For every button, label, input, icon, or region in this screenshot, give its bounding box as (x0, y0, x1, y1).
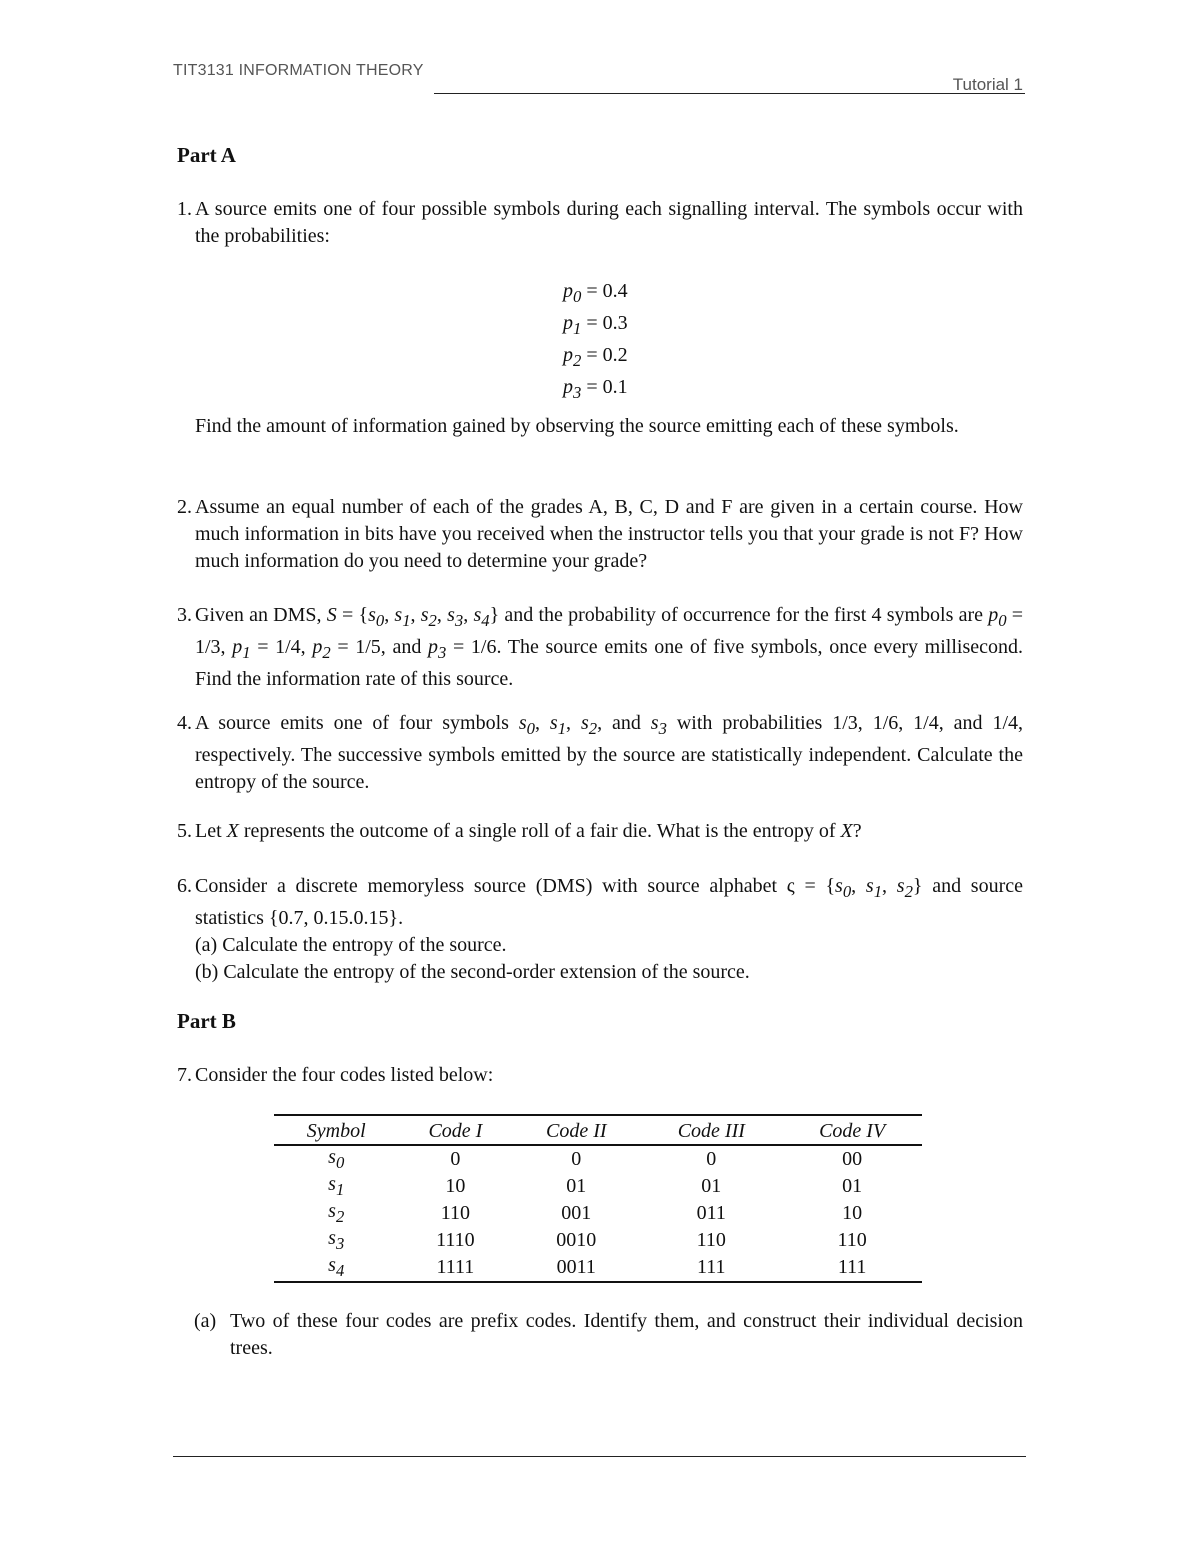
question-7a-text: Two of these four codes are prefix codes. Identify them, and construct their individual decision trees. (230, 1310, 1023, 1359)
code-cell: 1111 (398, 1254, 512, 1282)
question-number: 2. (177, 496, 192, 518)
probability-list (563, 278, 628, 406)
question-1-intro: A source emits one of four possible symbols during each signalling interval. The symbols occur with the probabilities: (195, 198, 1023, 247)
codes-table (274, 1114, 922, 1283)
question-7-text: Consider the four codes listed below: (195, 1064, 494, 1086)
question-number: 7. (177, 1064, 192, 1086)
symbol-cell: $s_4$ (274, 1254, 398, 1282)
table-row (274, 1227, 922, 1254)
question-6a: (a) Calculate the entropy of the source. (195, 934, 507, 956)
code-cell: 01 (701, 1175, 722, 1197)
code-cell: 001 (561, 1202, 592, 1224)
question-7a-label: (a) (194, 1310, 217, 1332)
code-cell: 01 (566, 1175, 587, 1197)
question-number: 1. (177, 198, 192, 220)
table-row (274, 1173, 922, 1200)
question-1 (177, 196, 1023, 250)
course-title: TIT3131 INFORMATION THEORY (173, 62, 424, 79)
code-cell: 00 (842, 1148, 863, 1170)
question-5-text: Let X represents the outcome of a single roll of a fair die. What is the entropy of X? (195, 820, 862, 842)
question-3-text: Given an DMS, $S = \{s_0$, $s_1$, $s_2$, $s_3$, $s_4$} and the probability of occurrence for the first 4 symbols are $p_0 = 1/3$, $p_1 = 1/4$, $p_2 = 1/5$, and $p_3 = 1/6$. The source emits one of five symbols, once every millisecond. Find the information rate of this source. (195, 604, 1024, 690)
code-cell: 10 (842, 1202, 863, 1224)
code-cell: 0011 (512, 1254, 640, 1282)
question-4-text: A source emits one of four symbols $s_0$, $s_1$, $s_2$, and $s_3$ with probabilities 1/3, 1/6, 1/4, and 1/4, respectively. The successive symbols emitted by the source are statistically independent. Calculate the entropy of the source. (195, 712, 1024, 793)
probability-p1: $p_1 = 0.3$ (563, 312, 628, 338)
question-6 (177, 873, 1023, 986)
tutorial-label: Tutorial 1 (952, 75, 1023, 94)
probability-p0: $p_0 = 0.4$ (563, 280, 628, 306)
question-number: 5. (177, 820, 192, 842)
question-number: 6. (177, 875, 192, 897)
question-5 (177, 818, 1023, 845)
code-cell: 110 (440, 1202, 471, 1224)
probability-p3: $p_3 = 0.1$ (563, 376, 628, 402)
code-cell: 011 (696, 1202, 726, 1224)
question-7 (177, 1062, 1023, 1089)
question-2 (177, 494, 1023, 575)
code-cell: 0 (571, 1148, 582, 1170)
column-header: Code I (398, 1115, 512, 1145)
probability-p2: $p_2 = 0.2$ (563, 344, 628, 370)
symbol-cell: $s_2$ (328, 1200, 345, 1226)
question-2-text: Assume an equal number of each of the grades A, B, C, D and F are given in a certain course. How much information in bits have you received when the instructor tells you that your grade is not F? How much information do you need to determine your grade? (195, 496, 1023, 572)
table-header-row (274, 1115, 922, 1145)
code-cell: 0 (450, 1148, 461, 1170)
header-rule (434, 93, 1025, 94)
question-6-text: Consider a discrete memoryless source (DMS) with source alphabet $\varsigma = \{s_0$, $s_1$, $s_2$} and source statistics {0.7, 0.15.0.15}. (195, 875, 1024, 929)
code-cell: 01 (842, 1175, 863, 1197)
question-7a (194, 1308, 1023, 1362)
code-cell: 110 (837, 1229, 867, 1251)
code-cell: 111 (640, 1254, 782, 1282)
question-6b: (b) Calculate the entropy of the second-order extension of the source. (195, 961, 750, 983)
part-b-title: Part B (177, 1009, 236, 1033)
symbol-cell: $s_3$ (328, 1227, 345, 1253)
footer-rule (173, 1456, 1026, 1457)
part-a-title: Part A (177, 143, 236, 167)
question-number: 3. (177, 604, 192, 626)
question-1-prompt: Find the amount of information gained by observing the source emitting each of these symbols. (195, 415, 959, 437)
column-header: Symbol (274, 1115, 398, 1145)
code-cell: 110 (696, 1229, 726, 1251)
symbol-cell: $s_0$ (328, 1146, 345, 1172)
code-cell: 0 (706, 1148, 717, 1170)
column-header: Code IV (782, 1115, 922, 1145)
code-cell: 111 (782, 1254, 922, 1282)
code-cell: 1110 (436, 1229, 475, 1251)
column-header: Code III (640, 1115, 782, 1145)
code-cell: 10 (445, 1175, 466, 1197)
code-cell: 0010 (556, 1229, 597, 1251)
column-header: Code II (512, 1115, 640, 1145)
table-row (274, 1200, 922, 1227)
question-4 (177, 710, 1023, 796)
question-number: 4. (177, 712, 192, 734)
table-row (274, 1145, 922, 1173)
question-3 (177, 602, 1023, 693)
table-row (274, 1254, 922, 1282)
symbol-cell: $s_1$ (328, 1173, 345, 1199)
